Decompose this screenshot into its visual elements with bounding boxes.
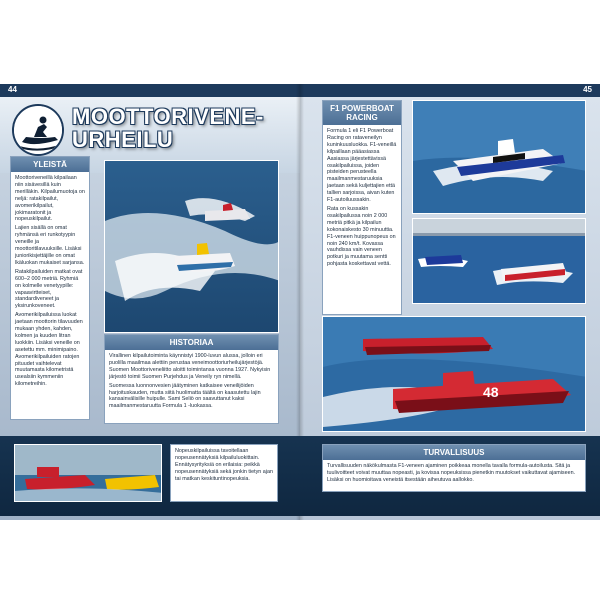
jet-ski-silhouette-icon (12, 104, 64, 156)
f1-box (322, 100, 402, 315)
yleista-box (10, 156, 90, 420)
racing-boats-photo (412, 218, 586, 304)
turvallisuus-body: Turvallisuuden näkökulmasta F1-veneen ajaminen poikkeaa monella tavalla formula-autoilusta. Sitä ja tuulivoitteet voivat muuttaa nopeasti, ja kovissa nopeuksissa pienetkin muutokset vaikuttavat ajamiseen. Lisäksi on huomioitava veneistä itsestään aiheutuva aallokko. (327, 463, 576, 483)
speedboats-photo (104, 160, 279, 333)
left-top-bar (0, 84, 300, 97)
turvallisuus-heading: TURVALLISUUS (323, 445, 585, 460)
right-page-number: 45 (583, 85, 592, 94)
title-line-2: URHEILU (72, 127, 174, 152)
yleista-body (11, 172, 89, 393)
historiaa-body (105, 350, 278, 415)
turvallisuus-box (322, 444, 586, 492)
bottom-strip (0, 436, 600, 516)
page-title (72, 105, 292, 151)
svg-text:48: 48 (483, 384, 499, 400)
historiaa-paragraph: Virallinen kilpailutoiminta käynnistyi 1900-luvun alussa, jolloin eri puolilla maailmaa alettiin perustaa veneimoottoriurheilujärjestöjä. Suomen Moottoriveneliitto aloitti toimintansa vuonna 1927. Nykyisin järjestö toimii Suomen Purjehdus ja Veneily ryn nimellä. (109, 353, 271, 380)
nopeus-caption-box (170, 444, 278, 502)
f1-body (323, 125, 401, 273)
record-boats-photo (14, 444, 162, 502)
f1-boat-photo (412, 100, 586, 214)
nopeus-caption: Nopeuskilpailuissa tavoitellaan nopeusennätyksiä kilpailuluokittain. Ennätysyrityksiä on erilaisia: peikkä nopeusennätyksiä sekä jonkin tietyn ajan tai matkan keskituntinopeuksia. (175, 448, 273, 482)
historiaa-heading: HISTORIAA (105, 335, 278, 350)
f1-heading (323, 101, 401, 125)
yleista-heading: YLEISTÄ (11, 157, 89, 172)
yleista-paragraph: Avomerikilpailuissa luokat jaetaan moottorin tilavuuden mukaan yhden, kahden, kolmen ja kuuden litran luokkiin. Lisäksi veneille on asetettu mm. minimipaino. Avomerikilpailuiden ratojen pituudet vaihtelevat muutamasta kilometristä usealsiin kymmeniin kilometreihin. (15, 312, 83, 388)
left-page-number: 44 (8, 85, 17, 94)
yleista-paragraph: Lajien sisällä on omat ryhmänsä eri runkotyypin veneille ja moottoritilavuuksille. Lisäksi juniorikisjettäjille on omat lkäluokan mukaiset sarjansa. (15, 225, 85, 266)
yleista-paragraph: Ratakilpailuiden matkat ovat 600–2 000 metriä. Ryhmiä on kolmelle venetyypille: vapaavirtteiset, standardiveneet ja yksirunkoveneet. (15, 268, 83, 310)
title-line-1: MOOTTORIVENE- (72, 104, 264, 129)
red-boats-photo (322, 316, 586, 432)
f1-heading-line-2: RACING (346, 113, 378, 122)
historiaa-box (104, 334, 279, 424)
right-top-bar (300, 84, 600, 97)
f1-paragraph: Formula 1 eli F1 Powerboat Racing on rataveneilyn kuninkuusluokka. F1-veneillä kilpaillaan pääasiassa Aasiassa järjestettävissä osakilpailuissa, joiden pisteiden perusteella maailmanmestaruuksia jaetaan sekä kuljettajien että tallien sarjoissa, aivan kuten F1-autoiluussakin. (327, 128, 397, 204)
yleista-paragraph: Moottoriveneillä kilpailaan niin sisävesillä kuin merilläkin. Kilpailumuotoja on neljä: ratakilpailut, avomerikilpailut, jokimaratonit ja nopeuskilpailut. (15, 175, 85, 223)
f1-heading-line-1: F1 POWERBOAT (330, 104, 394, 113)
f1-paragraph: Rata on kussakin osakilpailussa noin 2 000 metriä pitkä ja kilpailun kokonaiskesto 30 minuuttia. F1-veneen huippunopeus on noin 240 km/t. Kovassa vauhdissa vain veneen potkuri ja muutama sentti pohjasta koskettavat vettä. (327, 205, 396, 268)
historiaa-paragraph: Suomessa luonnonvesien jäätyminen katkaisee veneilijöiden harjoituskauden, mutta siitä huolimatta täältä on kaasutettu lajin kansainvälisille huipulle. Sami Seliö on saavuttanut kaksi maailmanmestaruutta Formula 1 -luokassa. (109, 382, 261, 410)
